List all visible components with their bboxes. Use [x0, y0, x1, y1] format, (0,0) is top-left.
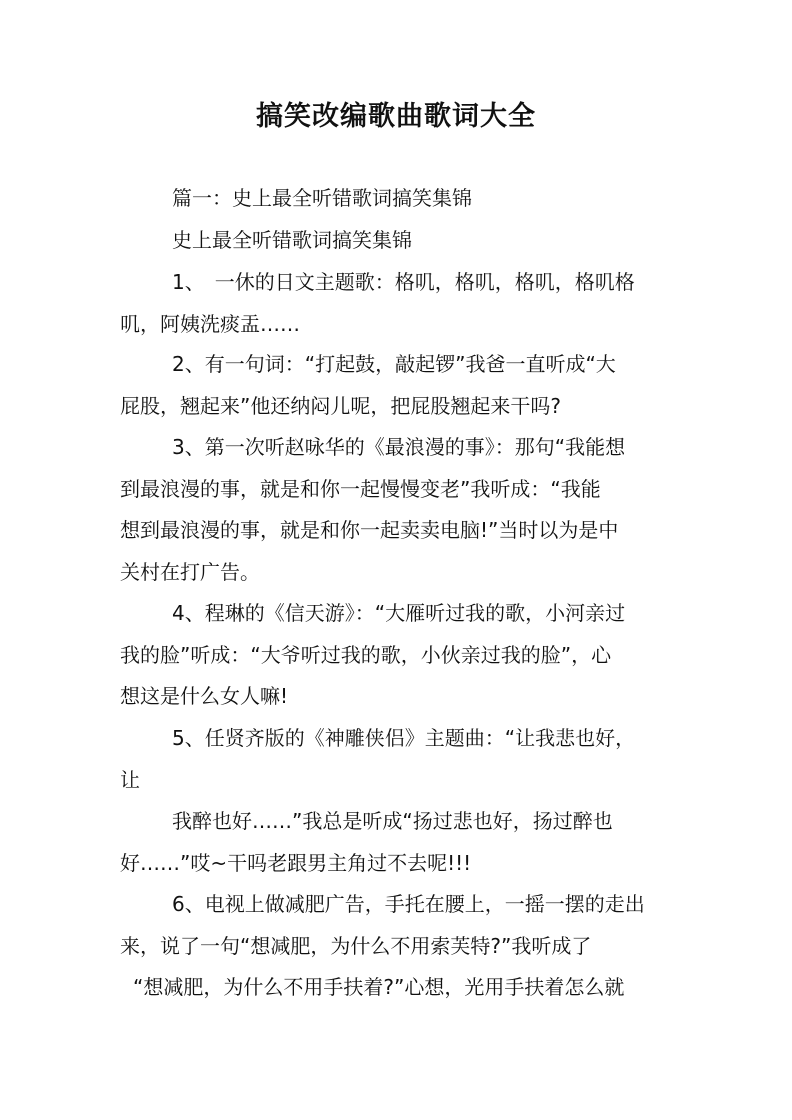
paragraph-line: 想这是什么女人嘛! — [120, 684, 289, 708]
paragraph-line: 5、任贤齐版的《神雕侠侣》主题曲：“让我悲也好， — [172, 726, 636, 750]
paragraph-line: 我醉也好……”我总是听成“扬过悲也好，扬过醉也 — [172, 809, 613, 833]
paragraph-line: “想减肥，为什么不用手扶着?”心想，光用手扶着怎么就 — [133, 975, 625, 999]
paragraph-line: 屁股，翘起来”他还纳闷儿呢，把屁股翘起来干吗? — [120, 394, 561, 418]
paragraph-line: 6、电视上做减肥广告，手托在腰上，一摇一摆的走出 — [172, 892, 645, 916]
paragraph-line: 2、有一句词：“打起鼓，敲起锣”我爸一直听成“大 — [172, 352, 616, 376]
paragraph-line: 关村在打广告。 — [120, 560, 260, 584]
paragraph-line: 想到最浪漫的事，就是和你一起卖卖电脑!”当时以为是中 — [120, 518, 619, 542]
paragraph-line: 我的脸”听成：“大爷听过我的歌，小伙亲过我的脸”，心 — [120, 643, 612, 667]
paragraph-line: 1、 一休的日文主题歌：格叽，格叽，格叽，格叽格 — [172, 270, 635, 294]
paragraph-line: 篇一：史上最全听错歌词搞笑集锦 — [172, 186, 472, 210]
paragraph-line: 到最浪漫的事，就是和你一起慢慢变老”我听成：“我能 — [120, 477, 601, 501]
paragraph-line: 好……”哎~干吗老跟男主角过不去呢!!! — [120, 851, 472, 875]
paragraph-line: 史上最全听错歌词搞笑集锦 — [172, 228, 412, 252]
paragraph-line: 来，说了一句“想减肥，为什么不用索芙特?”我听成了 — [120, 934, 592, 958]
paragraph-line: 叽，阿姨洗痰盂…… — [120, 312, 300, 336]
paragraph-line: 4、程琳的《信天游》：“大雁听过我的歌，小河亲过 — [172, 601, 626, 625]
paragraph-line: 让 — [120, 768, 140, 792]
document-title: 搞笑改编歌曲歌词大全 — [256, 101, 536, 132]
paragraph-line: 3、第一次听赵咏华的《最浪漫的事》：那句“我能想 — [172, 435, 626, 459]
